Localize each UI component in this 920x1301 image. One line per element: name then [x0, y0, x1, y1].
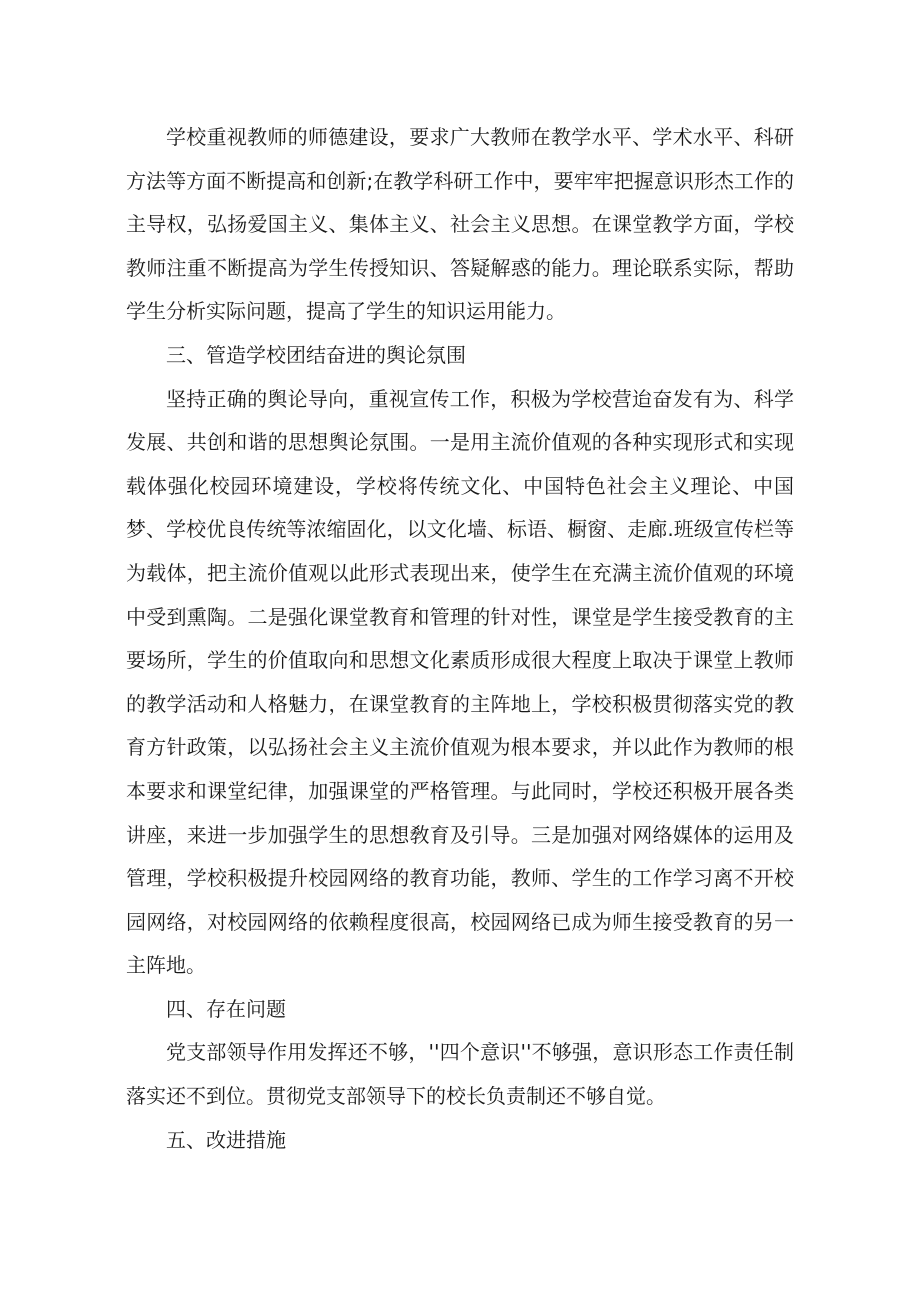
paragraph-public-opinion: 坚持正确的舆论导向，重视宣传工作，积极为学校营迨奋发有为、科学发展、共创和谐的思想舆论氛围。一是用主流价值观的各种实现形式和实现载体强化校园环境建设，学校将传统文化、中国特色社会主义理论、中国梦、学校优良传统等浓缩固化，以文化墙、标语、橱窗、走廊.班级宣传栏等为载体，把主流价值观以此形式表现出来，使学生在充满主流价值观的环境中受到熏陶。二是强化课堂教育和管理的针对性，课堂是学生接受教育的主要场所，学生的价值取向和思想文化素质形成很大程度上取决于课堂上教师的教学活动和人格魅力，在课堂教育的主阵地上，学校积极贯彻落实党的教育方针政策，以弘扬社会主义主流价值观为根本要求，并以此作为教师的根本要求和课堂纪律，加强课堂的严格管理。与此同时，学校还积极开展各类讲座，来进一步加强学生的思想敎育及引导。三是加强对网络媒体的运用及管理，学校积极提升校园网络的教育功能，教师、学生的工作学习离不开校园网络，对校园网络的依赖程度很高，校园网络已成为师生接受教育的另一主阵地。: [126, 386, 794, 978]
document-body: [126, 116, 794, 1162]
section-heading-3: 三、管造学校团结奋进的舆论氛围: [166, 342, 466, 367]
paragraph-teacher-ethics: 学校重视教师的师德建设，要求广大教师在教学水平、学术水平、科研方法等方面不断提高和创新;在教学科研工作中，要牢牢把握意识形杰工作的主导权，弘扬爱国主义、集体主义、社会主义思想。在课堂教学方面，学校教师注重不断提高为学生传授知识、答疑解惑的能力。理论联系实际，帮助学生分析实际问题，提高了学生的知识运用能力。: [126, 125, 794, 324]
section-heading-4: 四、存在问题: [166, 996, 286, 1021]
section-heading-5: 五、改进措施: [166, 1127, 286, 1152]
paragraph-existing-problems: 党支部领导作用发挥还不够，''四个意识''不够强，意识形态工作责任制落实还不到位。贯彻党支部领导下的校长负责制还不够自觉。: [126, 1040, 794, 1109]
